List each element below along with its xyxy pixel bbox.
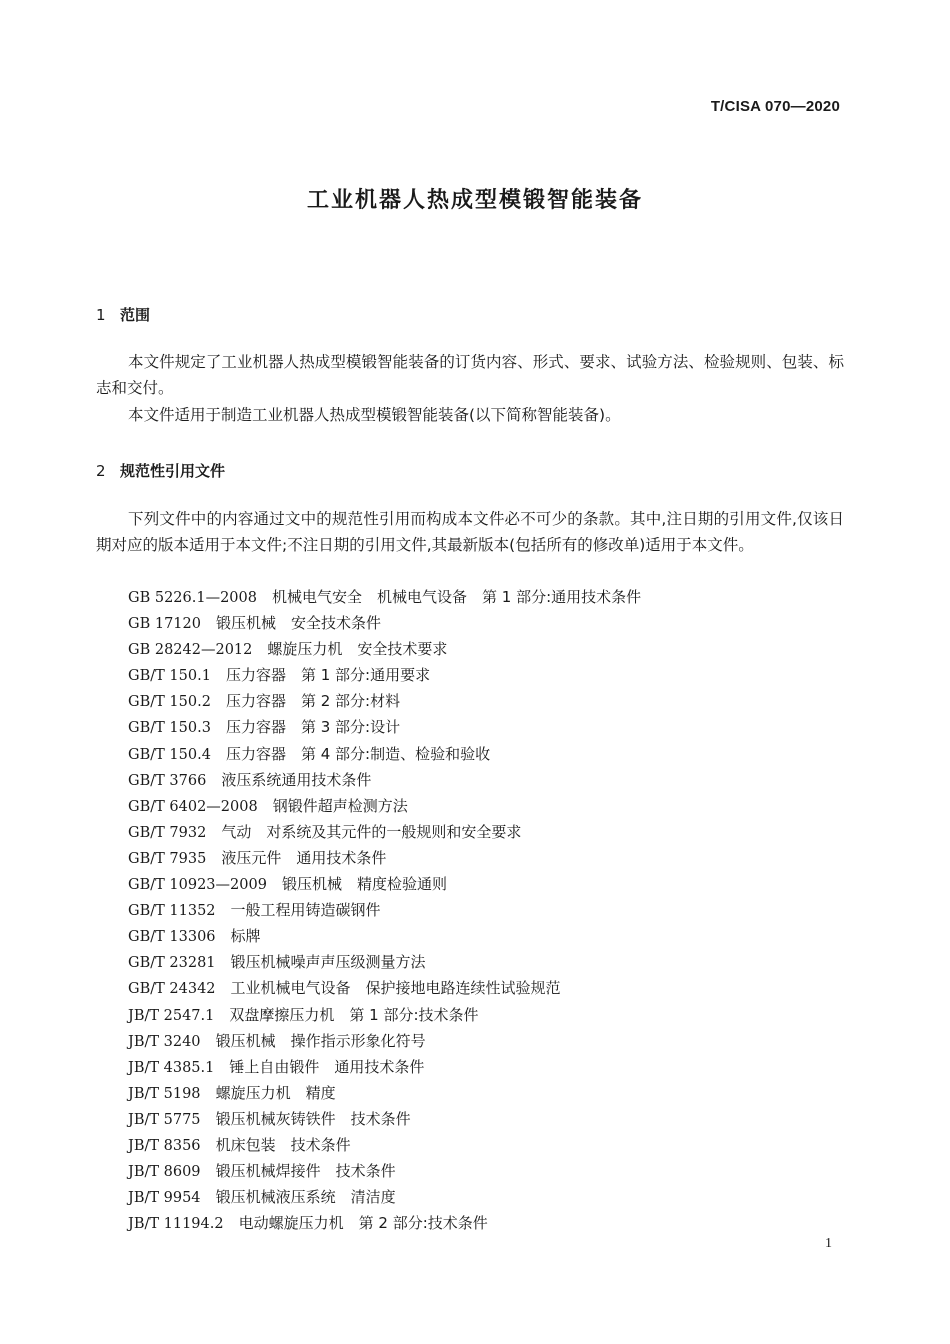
reference-code: GB/T 10923—2009 (128, 877, 267, 894)
reference-code: JB/T 5775 (128, 1111, 201, 1128)
reference-code: GB/T 150.1 (128, 668, 211, 685)
reference-item (128, 1054, 641, 1080)
reference-title: 机械电气安全 机械电气设备 第 1 部分:通用技术条件 (272, 588, 642, 606)
reference-code: GB/T 150.3 (128, 720, 211, 737)
reference-code: GB/T 150.4 (128, 746, 211, 763)
reference-title: 锻压机械噪声声压级测量方法 (230, 953, 426, 972)
reference-code: JB/T 11194.2 (128, 1216, 224, 1233)
reference-title: 锻压机械液压系统 清洁度 (215, 1188, 396, 1207)
reference-item (128, 1028, 641, 1054)
reference-item (128, 1106, 641, 1132)
reference-title: 锻压机械 精度检验通则 (281, 875, 447, 894)
reference-title: 双盘摩擦压力机 第 1 部分:技术条件 (229, 1005, 479, 1024)
reference-item (128, 975, 641, 1001)
reference-item (128, 897, 641, 923)
normative-references-intro: 下列文件中的内容通过文中的规范性引用而构成本文件必不可少的条款。其中,注日期的引用文件,仅该日期对应的版本适用于本文件;不注日期的引用文件,其最新版本(包括所有的修改单)适用于本文件。 (96, 510, 844, 554)
reference-title: 螺旋压力机 精度 (215, 1083, 336, 1102)
reference-title: 一般工程用铸造碳钢件 (230, 901, 381, 920)
reference-code: GB/T 6402—2008 (128, 798, 258, 815)
reference-title: 压力容器 第 4 部分:制造、检验和验收 (225, 744, 491, 763)
reference-title: 压力容器 第 1 部分:通用要求 (225, 666, 431, 685)
reference-title: 锤上自由锻件 通用技术条件 (229, 1057, 425, 1076)
reference-title: 锻压机械 安全技术条件 (216, 614, 382, 633)
standard-code: T/CISA 070—2020 (710, 98, 840, 115)
document-title: 工业机器人热成型模锻智能装备 (306, 188, 643, 213)
reference-item (128, 819, 641, 845)
section-heading-text: 范围 (120, 306, 151, 324)
reference-code: GB/T 7932 (128, 824, 207, 841)
section-number: 1 (96, 306, 106, 324)
reference-title: 锻压机械灰铸铁件 技术条件 (215, 1109, 411, 1128)
reference-title: 电动螺旋压力机 第 2 部分:技术条件 (238, 1214, 488, 1233)
reference-code: GB/T 150.2 (128, 694, 211, 711)
reference-code: JB/T 2547.1 (128, 1007, 215, 1024)
reference-code: GB/T 23281 (128, 955, 216, 972)
reference-code: JB/T 4385.1 (128, 1059, 215, 1076)
reference-code: JB/T 5198 (128, 1085, 201, 1102)
reference-code: JB/T 8609 (128, 1164, 201, 1181)
reference-title: 工业机械电气设备 保护接地电路连续性试验规范 (230, 979, 561, 998)
reference-list (128, 584, 641, 1236)
reference-code: JB/T 9954 (128, 1190, 201, 1207)
reference-item (128, 1080, 641, 1106)
page-number: 1 (825, 1236, 832, 1251)
section-heading-text: 规范性引用文件 (120, 462, 226, 480)
scope-paragraph-1: 本文件规定了工业机器人热成型模锻智能装备的订货内容、形式、要求、试验方法、检验规则、包装、标志和交付。 (96, 353, 844, 397)
section-number: 2 (96, 462, 106, 480)
reference-item (128, 845, 641, 871)
reference-item (128, 741, 641, 767)
reference-code: GB/T 7935 (128, 850, 207, 867)
reference-code: GB 28242—2012 (128, 642, 253, 659)
reference-code: GB/T 13306 (128, 929, 216, 946)
reference-title: 液压系统通用技术条件 (221, 770, 372, 789)
reference-code: JB/T 3240 (128, 1033, 201, 1050)
reference-item (128, 1002, 641, 1028)
reference-code: GB/T 24342 (128, 981, 216, 998)
section-1-heading (96, 304, 150, 325)
reference-item (128, 949, 641, 975)
reference-title: 液压元件 通用技术条件 (221, 848, 387, 867)
reference-title: 钢锻件超声检测方法 (272, 796, 408, 815)
reference-code: GB/T 11352 (128, 903, 216, 920)
scope-paragraph-2: 本文件适用于制造工业机器人热成型模锻智能装备(以下简称智能装备)。 (128, 406, 621, 424)
reference-item (128, 793, 641, 819)
reference-title: 螺旋压力机 安全技术要求 (267, 640, 448, 659)
reference-title: 锻压机械焊接件 技术条件 (215, 1162, 396, 1181)
reference-code: JB/T 8356 (128, 1137, 201, 1154)
reference-item (128, 1210, 641, 1236)
reference-item (128, 714, 641, 740)
reference-item (128, 662, 641, 688)
reference-item (128, 923, 641, 949)
section-2-heading (96, 460, 225, 481)
reference-title: 标牌 (230, 927, 261, 946)
reference-item (128, 584, 641, 610)
reference-item (128, 610, 641, 636)
reference-item (128, 1184, 641, 1210)
reference-title: 压力容器 第 3 部分:设计 (225, 718, 401, 737)
reference-code: GB/T 3766 (128, 772, 207, 789)
reference-code: GB 5226.1—2008 (128, 590, 257, 606)
reference-title: 压力容器 第 2 部分:材料 (225, 692, 401, 711)
reference-item (128, 871, 641, 897)
reference-item (128, 1132, 641, 1158)
reference-title: 锻压机械 操作指示形象化符号 (215, 1031, 426, 1050)
reference-item (128, 636, 641, 662)
reference-item (128, 767, 641, 793)
reference-title: 气动 对系统及其元件的一般规则和安全要求 (221, 822, 522, 841)
reference-item (128, 1158, 641, 1184)
reference-code: GB 17120 (128, 616, 201, 633)
reference-title: 机床包装 技术条件 (215, 1135, 351, 1154)
reference-item (128, 688, 641, 714)
